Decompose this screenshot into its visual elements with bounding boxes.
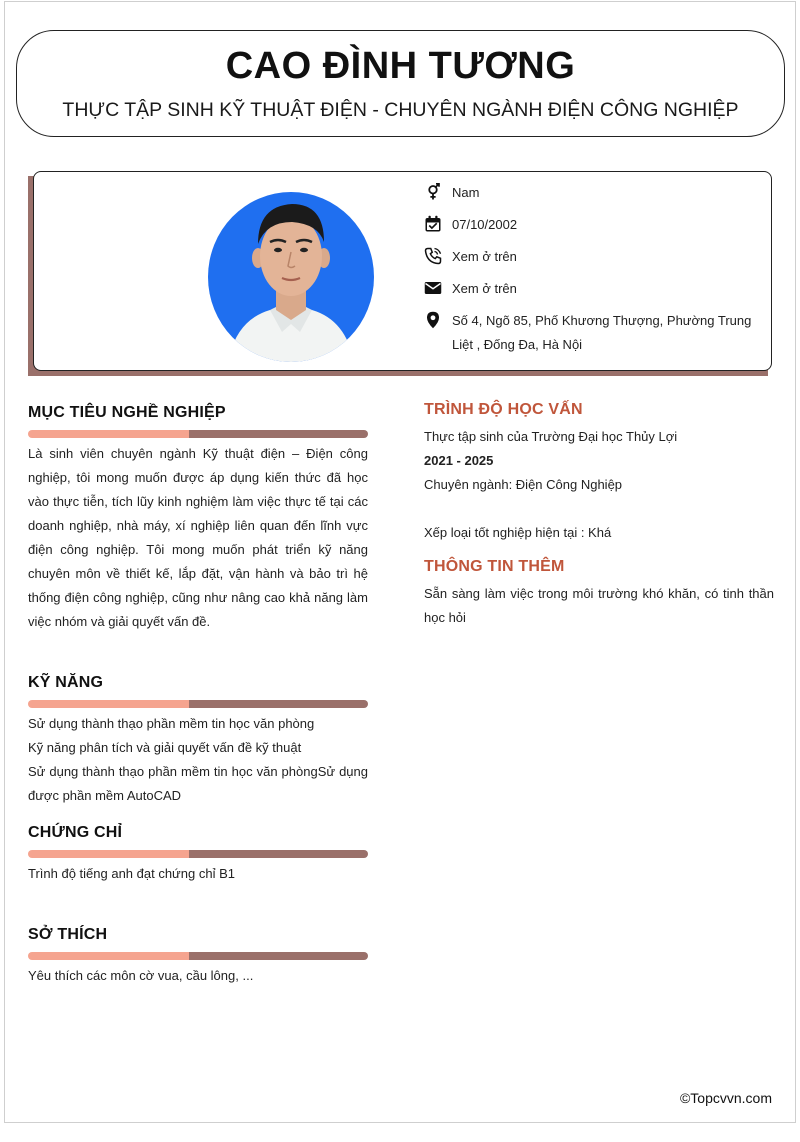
contact-address	[422, 309, 752, 357]
calendar-icon	[422, 213, 444, 235]
phone-value: Xem ở trên	[452, 249, 517, 264]
hobbies-text: Yêu thích các môn cờ vua, cầu lông, ...	[28, 968, 254, 983]
certificate-text: Trình độ tiếng anh đạt chứng chỉ B1	[28, 866, 235, 881]
certificates-divider	[28, 850, 368, 858]
gender-value: Nam	[452, 185, 480, 200]
hobbies-title: SỞ THÍCH	[28, 926, 108, 943]
hobbies-divider	[28, 952, 368, 960]
education-grade: Xếp loại tốt nghiệp hiện tại : Khá	[424, 525, 612, 540]
gender-icon	[422, 181, 444, 203]
address-value: Số 4, Ngõ 85, Phố Khương Thượng, Phường Trung Liệt , Đống Đa, Hà Nội	[452, 313, 752, 352]
avatar	[208, 192, 374, 362]
contact-gender	[422, 181, 752, 205]
contact-phone	[422, 245, 752, 269]
candidate-name: CAO ĐÌNH TƯƠNG	[225, 45, 576, 87]
phone-icon	[422, 245, 444, 267]
objective-text: Là sinh viên chuyên ngành Kỹ thuật điện – Điện công nghiệp, tôi mong muốn được áp dụng kiến thức đã học vào thực tiễn, tích lũy kinh nghiệm làm việc thực tế tại các doanh nghiệp, nhà máy, xí nghiệp liên quan đến lĩnh vực điện công nghiệp. Tôi mong muốn phát triển kỹ năng chuyên môn về thiết kế, lắp đặt, vận hành và bảo trì hệ thống điện công nghiệp, cũng như nâng cao khả năng làm việc nhóm và giải quyết vấn đề.	[28, 446, 368, 629]
education-major: Chuyên ngành: Điện Công Nghiệp	[424, 477, 623, 492]
candidate-title: THỰC TẬP SINH KỸ THUẬT ĐIỆN - CHUYÊN NGÀNH ĐIỆN CÔNG NGHIỆP	[62, 99, 739, 121]
contact-email	[422, 277, 752, 301]
objective-divider	[28, 430, 368, 438]
skill-item: Kỹ năng phân tích và giải quyết vấn đề kỹ thuật	[28, 740, 302, 755]
objective-title: MỤC TIÊU NGHỀ NGHIỆP	[28, 404, 226, 421]
mail-icon	[422, 277, 444, 299]
header-box	[16, 30, 785, 137]
education-title: TRÌNH ĐỘ HỌC VẤN	[424, 401, 583, 418]
footer-copyright: ©Topcvvn.com	[679, 1090, 772, 1106]
email-value: Xem ở trên	[452, 281, 517, 296]
birthday-value: 07/10/2002	[452, 217, 518, 232]
education-years: 2021 - 2025	[424, 453, 494, 468]
skill-item: Sử dụng thành thạo phần mềm tin học văn phòng	[28, 716, 315, 731]
extra-title: THÔNG TIN THÊM	[424, 558, 565, 575]
contact-birthday	[422, 213, 752, 237]
skill-item: Sử dụng thành thạo phần mềm tin học văn phòngSử dụng được phần mềm AutoCAD	[28, 764, 368, 803]
skills-title: KỸ NĂNG	[28, 674, 104, 691]
education-school: Thực tập sinh của Trường Đại học Thủy Lợi	[424, 429, 678, 444]
certificates-title: CHỨNG CHỈ	[28, 824, 123, 841]
skills-divider	[28, 700, 368, 708]
extra-text: Sẵn sàng làm việc trong môi trường khó khăn, có tinh thần học hỏi	[424, 586, 774, 625]
location-icon	[422, 309, 444, 331]
